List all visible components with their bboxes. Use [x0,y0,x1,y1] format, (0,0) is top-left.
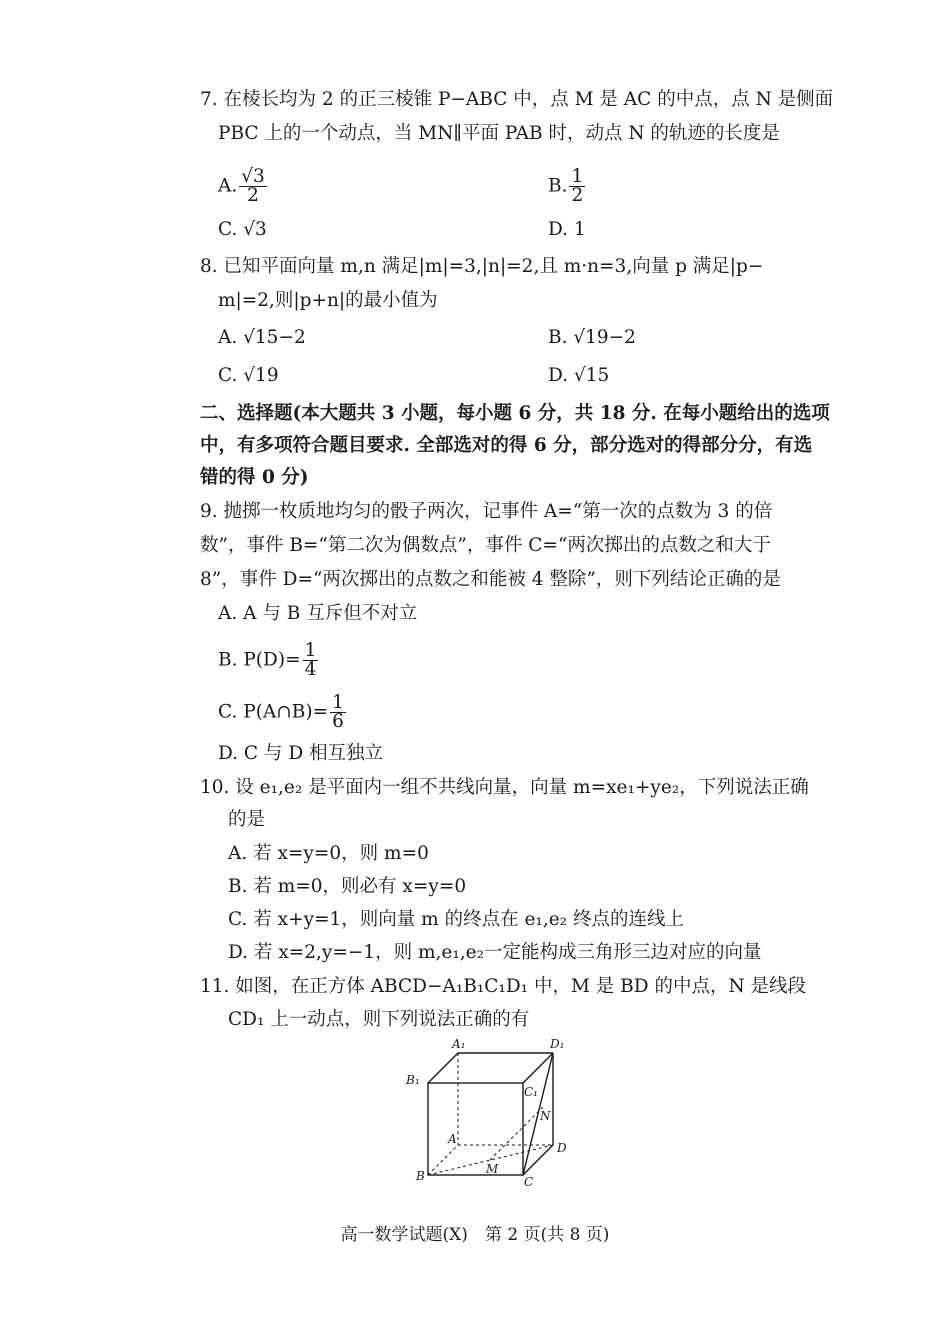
q9-stem-line1: 9. 抛掷一枚质地均匀的骰子两次，记事件 A=“第一次的点数为 3 的倍 [200,501,773,522]
q10-option-d: D. 若 x=2,y=−1，则 m,e₁,e₂一定能构成三角形三边对应的向量 [228,942,762,963]
q10-option-a: A. 若 x=y=0，则 m=0 [228,843,429,864]
q7-stem-line2: PBC 上的一个动点，当 MN∥平面 PAB 时，动点 N 的轨迹的长度是 [218,123,780,144]
label-a: A [448,1132,457,1146]
label-c: C [524,1175,534,1186]
q10-option-c: C. 若 x+y=1，则向量 m 的终点在 e₁,e₂ 终点的连线上 [228,909,684,930]
q11-stem-line1: 11. 如图，在正方体 ABCD−A₁B₁C₁D₁ 中，M 是 BD 的中点，N 是线段 [200,976,807,997]
q9-option-c: C. P(A∩B)= $\frac{1}{6}$ [218,692,344,732]
label-d: D [557,1141,567,1155]
label-m: M [486,1162,499,1176]
section2-heading-line1: 二、选择题(本大题共 3 小题，每小题 6 分，共 18 分. 在每小题给出的选项 [200,403,830,424]
label-c1: C₁ [524,1085,538,1099]
q10-option-b: B. 若 m=0，则必有 x=y=0 [228,876,467,897]
hidden-edge-m-n [490,1107,543,1160]
section2-heading-line2: 中，有多项符合题目要求. 全部选对的得 6 分，部分选对的得部分分，有选 [200,435,813,456]
q8-stem-line2: m|=2,则|p+n|的最小值为 [218,290,438,311]
q9-option-a: A. A 与 B 互斥但不对立 [218,603,418,624]
q7-stem-line1: 7. 在棱长均为 2 的正三棱锥 P−ABC 中，点 M 是 AC 的中点，点 N 是侧面 [200,89,834,110]
label-b1: B₁ [406,1073,420,1087]
q9-stem-line2: 数”，事件 B=“第二次为偶数点”，事件 C=“两次掷出的点数之和大于 [200,535,771,556]
hidden-edge-b-a [428,1145,458,1175]
q10-stem-line2: 的是 [228,809,266,830]
q9-option-b: B. P(D)= $\frac{1}{4}$ [218,640,317,680]
q9-stem-line3: 8”，事件 D=“两次掷出的点数之和能被 4 整除”，则下列结论正确的是 [200,569,781,590]
q7-option-c: C. √3 [218,219,267,240]
edge-b1-a1 [428,1053,458,1083]
q11-stem-line2: CD₁ 上一动点，则下列说法正确的有 [228,1009,530,1030]
q8-option-a: A. √15−2 [218,327,306,348]
label-n: N [540,1109,551,1123]
edge-c-d [523,1145,553,1175]
cube-figure [400,1036,580,1186]
label-b: B [416,1169,425,1183]
q8-option-c: C. √19 [218,365,279,386]
q7-option-a: A. $\frac{√3}{2}$ [218,166,265,206]
q7-option-d: D. 1 [548,219,586,240]
q8-stem-line1: 8. 已知平面向量 m,n 满足|m|=3,|n|=2,且 m·n=3,向量 p 满足|p− [200,256,764,277]
q8-option-d: D. √15 [548,365,610,386]
page-footer: 高一数学试题(X) 第 2 页(共 8 页) [340,1225,610,1245]
section2-heading-line3: 错的得 0 分) [200,467,309,488]
label-a1: A₁ [452,1037,466,1051]
label-d1: D₁ [550,1037,565,1051]
q8-option-b: B. √19−2 [548,327,636,348]
q7-option-b: B. $\frac{1}{2}$ [548,166,584,206]
q9-option-d: D. C 与 D 相互独立 [218,743,384,764]
q10-stem-line1: 10. 设 e₁,e₂ 是平面内一组不共线向量，向量 m=xe₁+ye₂，下列说法正确 [200,777,809,798]
edge-c1-d1 [523,1053,553,1083]
